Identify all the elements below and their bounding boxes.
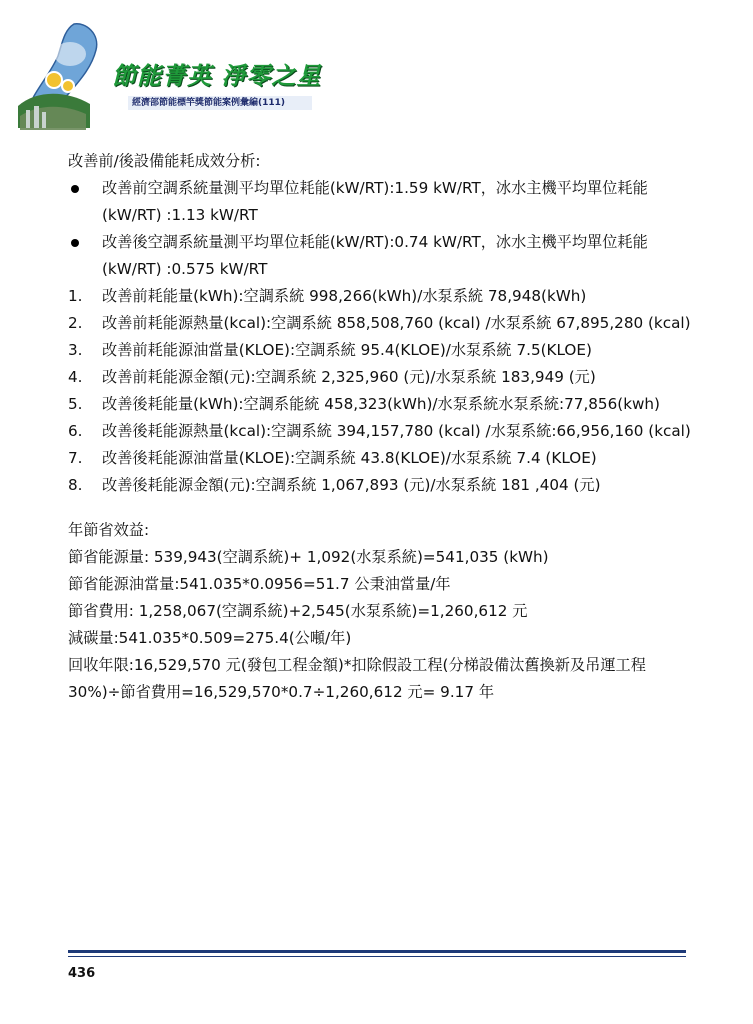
list-item: [68, 472, 690, 499]
list-item-text: 改善前耗能源金額(元):空調系統 2,325,960 (元)/水泵系統 183,949 (元): [102, 368, 596, 386]
list-number: 6.: [68, 422, 83, 440]
publication-subtitle: 經濟部節能標竿獎節能案例彙編(111): [128, 96, 312, 110]
savings-line: 節省費用: 1,258,067(空調系統)+2,545(水泵系統)=1,260,612 元: [68, 602, 528, 620]
section-heading-annual-savings: 年節省效益:: [68, 521, 150, 539]
bullet-item: [68, 175, 690, 202]
page-number: 436: [68, 966, 96, 981]
list-number: 2.: [68, 314, 83, 332]
list-number: 7.: [68, 449, 83, 467]
bullet-item: [68, 229, 690, 256]
savings-line: 30%)÷節省費用=16,529,570*0.7÷1,260,612 元= 9.17 年: [68, 683, 495, 701]
bullet-text: 改善前空調系統量測平均單位耗能(kW/RT):1.59 kW/RT，冰水主機平均單位耗能: [102, 179, 648, 197]
list-item: [68, 391, 690, 418]
list-item: [68, 445, 690, 472]
list-number: 5.: [68, 395, 83, 413]
bullet-continuation: (kW/RT) :1.13 kW/RT: [102, 206, 258, 224]
list-item-text: 改善前耗能源油當量(KLOE):空調系統 95.4(KLOE)/水泵系統 7.5(KLOE): [102, 341, 592, 359]
list-item: [68, 310, 690, 337]
list-item-text: 改善後耗能源金額(元):空調系統 1,067,893 (元)/水泵系統 181 ,404 (元): [102, 476, 601, 494]
list-item-text: 改善前耗能量(kWh):空調系統 998,266(kWh)/水泵系統 78,948(kWh): [102, 287, 587, 305]
bullet-text: 改善後空調系統量測平均單位耗能(kW/RT):0.74 kW/RT，冰水主機平均單位耗能: [102, 233, 648, 251]
footer-divider: [68, 950, 686, 957]
list-number: 8.: [68, 476, 83, 494]
publication-title: 節能菁英 淨零之星: [112, 61, 322, 90]
section-heading-analysis: 改善前/後設備能耗成效分析:: [68, 152, 261, 170]
savings-line: 回收年限:16,529,570 元(發包工程金額)*扣除假設工程(分梯設備汰舊換新及吊運工程: [68, 656, 646, 674]
main-content: [68, 148, 690, 706]
list-item: [68, 337, 690, 364]
page-header: [0, 0, 753, 150]
list-item-text: 改善後耗能源熱量(kcal):空調系統 394,157,780 (kcal) /水泵系統:66,956,160 (kcal): [102, 422, 691, 440]
savings-line: 節省能源量: 539,943(空調系統)+ 1,092(水泵系統)=541,035 (kWh): [68, 548, 549, 566]
list-item: [68, 418, 690, 445]
list-item-text: 改善後耗能源油當量(KLOE):空調系統 43.8(KLOE)/水泵系統 7.4 (KLOE): [102, 449, 597, 467]
savings-line: 減碳量:541.035*0.509=275.4(公噸/年): [68, 629, 352, 647]
bullet-icon: [71, 185, 79, 193]
list-number: 4.: [68, 368, 83, 386]
bullet-icon: [71, 239, 79, 247]
list-item: [68, 283, 690, 310]
taiwan-island-logo-icon: [12, 20, 112, 132]
list-item: [68, 364, 690, 391]
list-number: 1.: [68, 287, 83, 305]
list-item-text: 改善後耗能量(kWh):空調系能統 458,323(kWh)/水泵系統水泵系統:77,856(kwh): [102, 395, 660, 413]
list-item-text: 改善前耗能源熱量(kcal):空調系統 858,508,760 (kcal) /水泵系統 67,895,280 (kcal): [102, 314, 691, 332]
list-number: 3.: [68, 341, 83, 359]
section-spacer: [68, 499, 690, 517]
savings-line: 節省能源油當量:541.035*0.0956=51.7 公秉油當量/年: [68, 575, 451, 593]
bullet-continuation: (kW/RT) :0.575 kW/RT: [102, 260, 268, 278]
